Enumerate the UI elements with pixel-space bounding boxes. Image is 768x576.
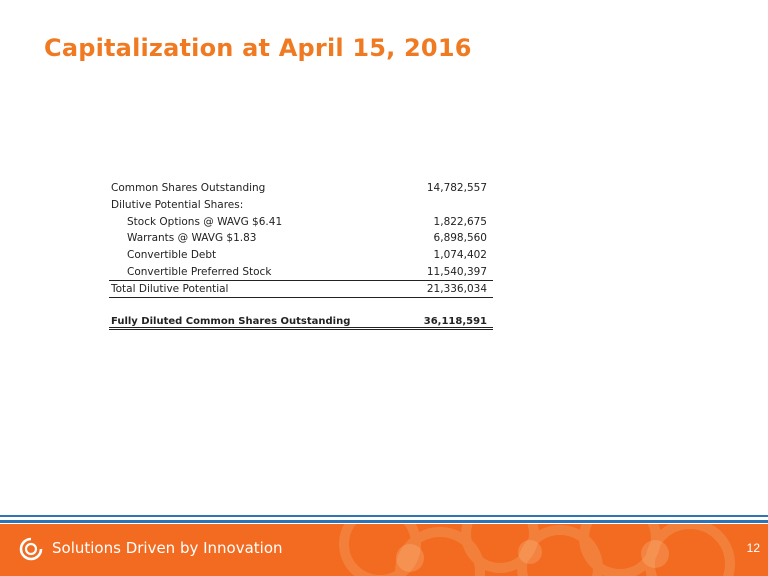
swirl-logo-icon (18, 536, 44, 562)
table-row-total (109, 281, 493, 298)
row-value: 14,782,557 (426, 182, 487, 194)
table-row (109, 197, 493, 214)
row-value: 1,822,675 (433, 215, 487, 228)
slide-title: Capitalization at April 15, 2016 (44, 34, 472, 62)
footer-tagline: Solutions Driven by Innovation (52, 539, 283, 557)
row-value: 6,898,560 (433, 232, 487, 245)
table-row (109, 214, 493, 231)
row-label: Warrants @ WAVG $1.83 (127, 232, 257, 245)
row-label: Convertible Preferred Stock (127, 265, 272, 278)
row-value: 21,336,034 (426, 282, 487, 295)
row-label: Common Shares Outstanding (111, 182, 266, 194)
table-row (109, 230, 493, 247)
table-row-grand-total (109, 314, 493, 331)
row-label: Fully Diluted Common Shares Outstanding (111, 315, 351, 327)
table-row (109, 264, 493, 281)
row-label: Total Dilutive Potential (111, 282, 229, 295)
footer-rule (0, 515, 768, 524)
row-label: Convertible Debt (127, 249, 217, 262)
table-spacer (109, 298, 493, 314)
row-value: 1,074,402 (433, 249, 487, 262)
capitalization-table (109, 180, 493, 330)
table-row (109, 247, 493, 264)
footer-band (0, 524, 768, 576)
row-label: Dilutive Potential Shares: (111, 198, 244, 211)
row-value: 36,118,591 (423, 315, 487, 327)
table-row (109, 180, 493, 197)
row-value: 11,540,397 (426, 265, 487, 278)
page-number: 12 (746, 541, 760, 555)
row-label: Stock Options @ WAVG $6.41 (127, 215, 283, 228)
